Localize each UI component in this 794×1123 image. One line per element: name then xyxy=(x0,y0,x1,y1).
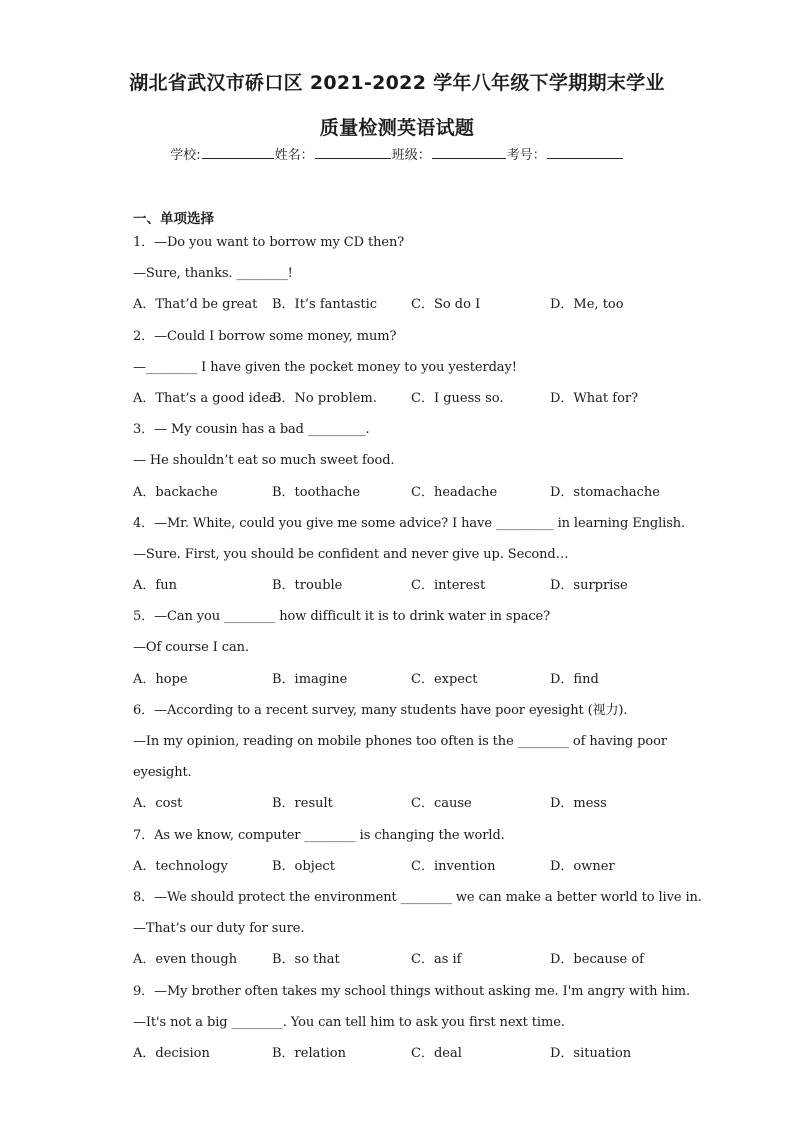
options-row xyxy=(133,295,673,326)
name-label: 姓名： xyxy=(274,148,314,163)
option-b: B．object xyxy=(272,858,335,874)
option-c: C．interest xyxy=(411,578,486,594)
option-a: A．even though xyxy=(133,952,238,968)
question-text-line: —________ I have given the pocket money to you yesterday! xyxy=(133,359,517,375)
question-text-line: 4．—Mr. White, could you give me some advice? I have _________ in learning English. xyxy=(133,515,686,531)
option-d: D．mess xyxy=(550,796,607,812)
question-text-line: —It's not a big ________. You can tell him to ask you first next time. xyxy=(133,1014,565,1030)
question-5 xyxy=(133,607,673,701)
school-label: 学校: xyxy=(170,148,201,163)
exam-title-line1: 湖北省武汉市硚口区 2021-2022 学年八年级下学期期末学业 xyxy=(129,72,665,94)
option-c: C．So do I xyxy=(411,297,481,313)
question-text-line: 7．As we know, computer ________ is changing the world. xyxy=(133,827,505,843)
question-9 xyxy=(133,982,691,1076)
option-a: A．backache xyxy=(133,484,218,500)
question-text-line: —Sure, thanks. ________! xyxy=(133,266,293,282)
option-b: B．It’s fantastic xyxy=(272,297,378,313)
class-blank xyxy=(432,146,506,159)
option-a: A．That’d be great xyxy=(133,297,258,313)
option-d: D．owner xyxy=(550,858,615,874)
options-row xyxy=(133,1044,673,1075)
option-c: C．invention xyxy=(411,858,496,874)
exam-title-line2: 质量检测英语试题 xyxy=(319,117,475,139)
question-text-line: 1．—Do you want to borrow my CD then? xyxy=(133,235,405,250)
options-row xyxy=(133,950,673,981)
option-b: B．imagine xyxy=(272,671,348,687)
option-b: B．relation xyxy=(272,1045,346,1061)
option-b: B．trouble xyxy=(272,578,343,594)
option-d: D．stomachache xyxy=(550,484,660,500)
question-text-line: 2．—Could I borrow some money, mum? xyxy=(133,328,397,344)
question-7 xyxy=(133,826,673,888)
options-row xyxy=(133,857,673,888)
option-c: C．expect xyxy=(411,671,478,687)
question-text-line: 5．—Can you ________ how difficult it is to drink water in space? xyxy=(133,609,550,625)
option-d: D．find xyxy=(550,671,599,687)
question-text-line: 9．—My brother often takes my school things without asking me. I'm angry with him. xyxy=(133,983,691,999)
number-label: 考号： xyxy=(506,148,546,163)
question-text-line: —Of course I can. xyxy=(133,640,249,656)
option-a: A．technology xyxy=(133,858,228,874)
options-row xyxy=(133,576,673,607)
question-8 xyxy=(133,888,702,982)
option-d: D．situation xyxy=(550,1045,632,1061)
question-text-line: —In my opinion, reading on mobile phones too often is the ________ of having poor xyxy=(133,734,667,749)
option-b: B．toothache xyxy=(272,484,361,500)
question-text-line: 8．—We should protect the environment ________ we can make a better world to live in. xyxy=(133,889,702,905)
option-a: A．cost xyxy=(133,796,183,812)
option-d: D．surprise xyxy=(550,578,628,594)
option-b: B．No problem. xyxy=(272,390,377,406)
option-d: D．What for? xyxy=(550,390,639,406)
question-text-line: 6．—According to a recent survey, many students have poor eyesight (视力). xyxy=(133,702,628,718)
number-blank xyxy=(547,146,623,159)
question-3 xyxy=(133,420,673,514)
option-c: C．deal xyxy=(411,1045,462,1061)
option-b: B．result xyxy=(272,796,333,812)
option-a: A．fun xyxy=(133,578,177,594)
question-6 xyxy=(133,701,673,826)
class-label: 班级： xyxy=(391,148,431,163)
section-title: 一、单项选择 xyxy=(133,211,214,227)
question-list xyxy=(133,233,702,1075)
option-c: C．I guess so. xyxy=(411,390,504,406)
question-2 xyxy=(133,327,673,421)
option-a: A．decision xyxy=(133,1045,210,1061)
options-row xyxy=(133,794,673,825)
student-info-row xyxy=(0,144,794,163)
school-blank xyxy=(202,146,274,159)
option-c: C．headache xyxy=(411,484,498,500)
option-c: C．cause xyxy=(411,796,472,812)
options-row xyxy=(133,670,673,701)
question-1 xyxy=(133,233,673,327)
option-a: A．That’s a good idea. xyxy=(133,390,281,406)
options-row xyxy=(133,483,673,514)
question-text-line: —Sure. First, you should be confident and never give up. Second… xyxy=(133,546,569,562)
question-text-line: — He shouldn’t eat so much sweet food. xyxy=(133,453,395,469)
option-a: A．hope xyxy=(133,671,188,687)
question-text-line: eyesight. xyxy=(133,765,192,781)
option-b: B．so that xyxy=(272,952,340,968)
option-c: C．as if xyxy=(411,952,462,968)
question-text-line: —That’s our duty for sure. xyxy=(133,921,305,937)
question-4 xyxy=(133,514,686,608)
option-d: D．because of xyxy=(550,952,644,968)
name-blank xyxy=(315,146,391,159)
question-text-line: 3．— My cousin has a bad _________. xyxy=(133,422,370,438)
option-d: D．Me, too xyxy=(550,297,624,313)
options-row xyxy=(133,389,673,420)
